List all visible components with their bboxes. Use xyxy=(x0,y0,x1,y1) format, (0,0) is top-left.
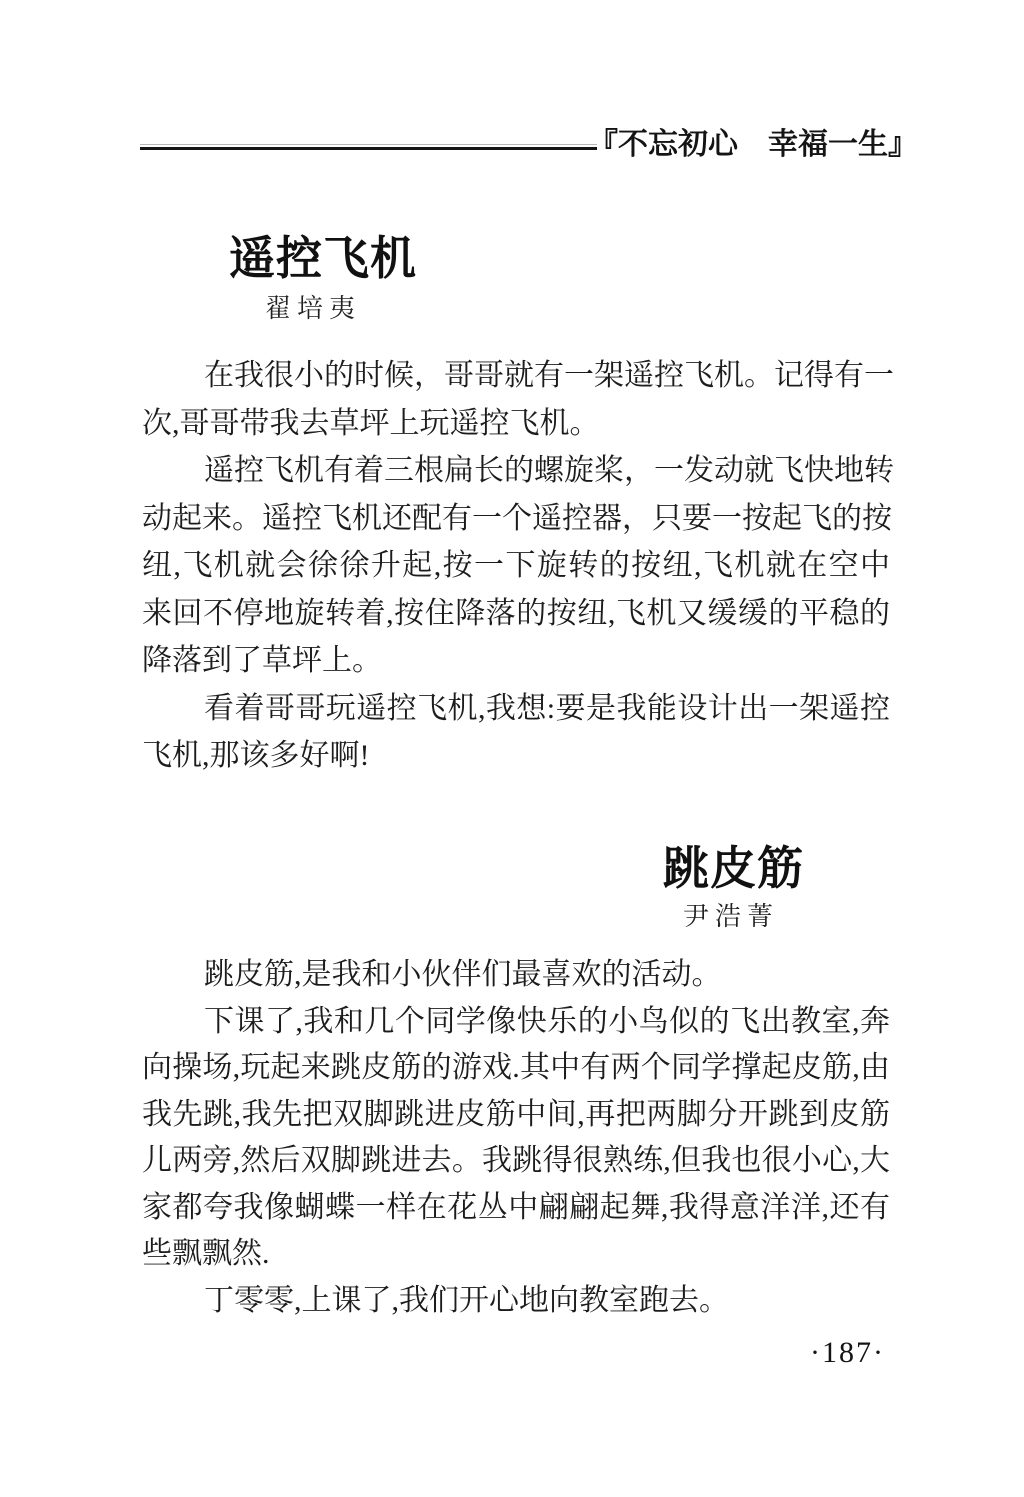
essay2-line: 我先跳,我先把双脚跳进皮筋中间,再把两脚分开跳到皮筋 xyxy=(142,1097,890,1131)
essay2-line: 下课了,我和几个同学像快乐的小鸟似的飞出教室,奔 xyxy=(204,1004,890,1038)
essay1-title: 遥控飞机 xyxy=(229,233,417,284)
essay2-line: 向操场,玩起来跳皮筋的游戏.其中有两个同学撑起皮筋,由 xyxy=(142,1051,890,1084)
essay2-line: 丁零零,上课了,我们开心地向教室跑去。 xyxy=(204,1283,729,1317)
essay1-line: 降落到了草坪上。 xyxy=(142,644,382,677)
essay2-body xyxy=(142,952,890,1324)
essay1-line: 遥控飞机有着三根扁长的螺旋桨，一发动就飞快地转 xyxy=(204,454,894,487)
essay2-line: 跳皮筋,是我和小伙伴们最喜欢的活动。 xyxy=(204,958,722,991)
essay1-author: 翟培夷 xyxy=(265,294,362,323)
essay2-line: 些飘飘然. xyxy=(142,1237,270,1270)
essay1-line: 看着哥哥玩遥控飞机,我想:要是我能设计出一架遥控 xyxy=(204,691,890,725)
essay2-title: 跳皮筋 xyxy=(663,843,804,894)
running-header-title: 『不忘初心 幸福一生』 xyxy=(588,128,918,161)
page-number: ·187· xyxy=(810,1336,885,1369)
essay1-line: 飞机,那该多好啊! xyxy=(142,739,370,772)
essay1-line: 来回不停地旋转着,按住降落的按纽,飞机又缓缓的平稳的 xyxy=(142,596,890,630)
essay2-line: 家都夸我像蝴蝶一样在花丛中翩翩起舞,我得意洋洋,还有 xyxy=(142,1190,890,1224)
header-rule xyxy=(140,144,597,150)
essay1-line: 次,哥哥带我去草坪上玩遥控飞机。 xyxy=(142,406,600,440)
essay2-line: 儿两旁,然后双脚跳进去。我跳得很熟练,但我也很小心,大 xyxy=(142,1144,890,1177)
essay2-author: 尹浩菁 xyxy=(683,902,780,931)
essay1-line: 动起来。遥控飞机还配有一个遥控器，只要一按起飞的按 xyxy=(142,501,892,535)
essay1-line: 在我很小的时候，哥哥就有一架遥控飞机。记得有一 xyxy=(204,359,894,392)
essay1-line: 纽,飞机就会徐徐升起,按一下旋转的按纽,飞机就在空中 xyxy=(142,549,890,582)
essay1-body xyxy=(142,352,894,780)
